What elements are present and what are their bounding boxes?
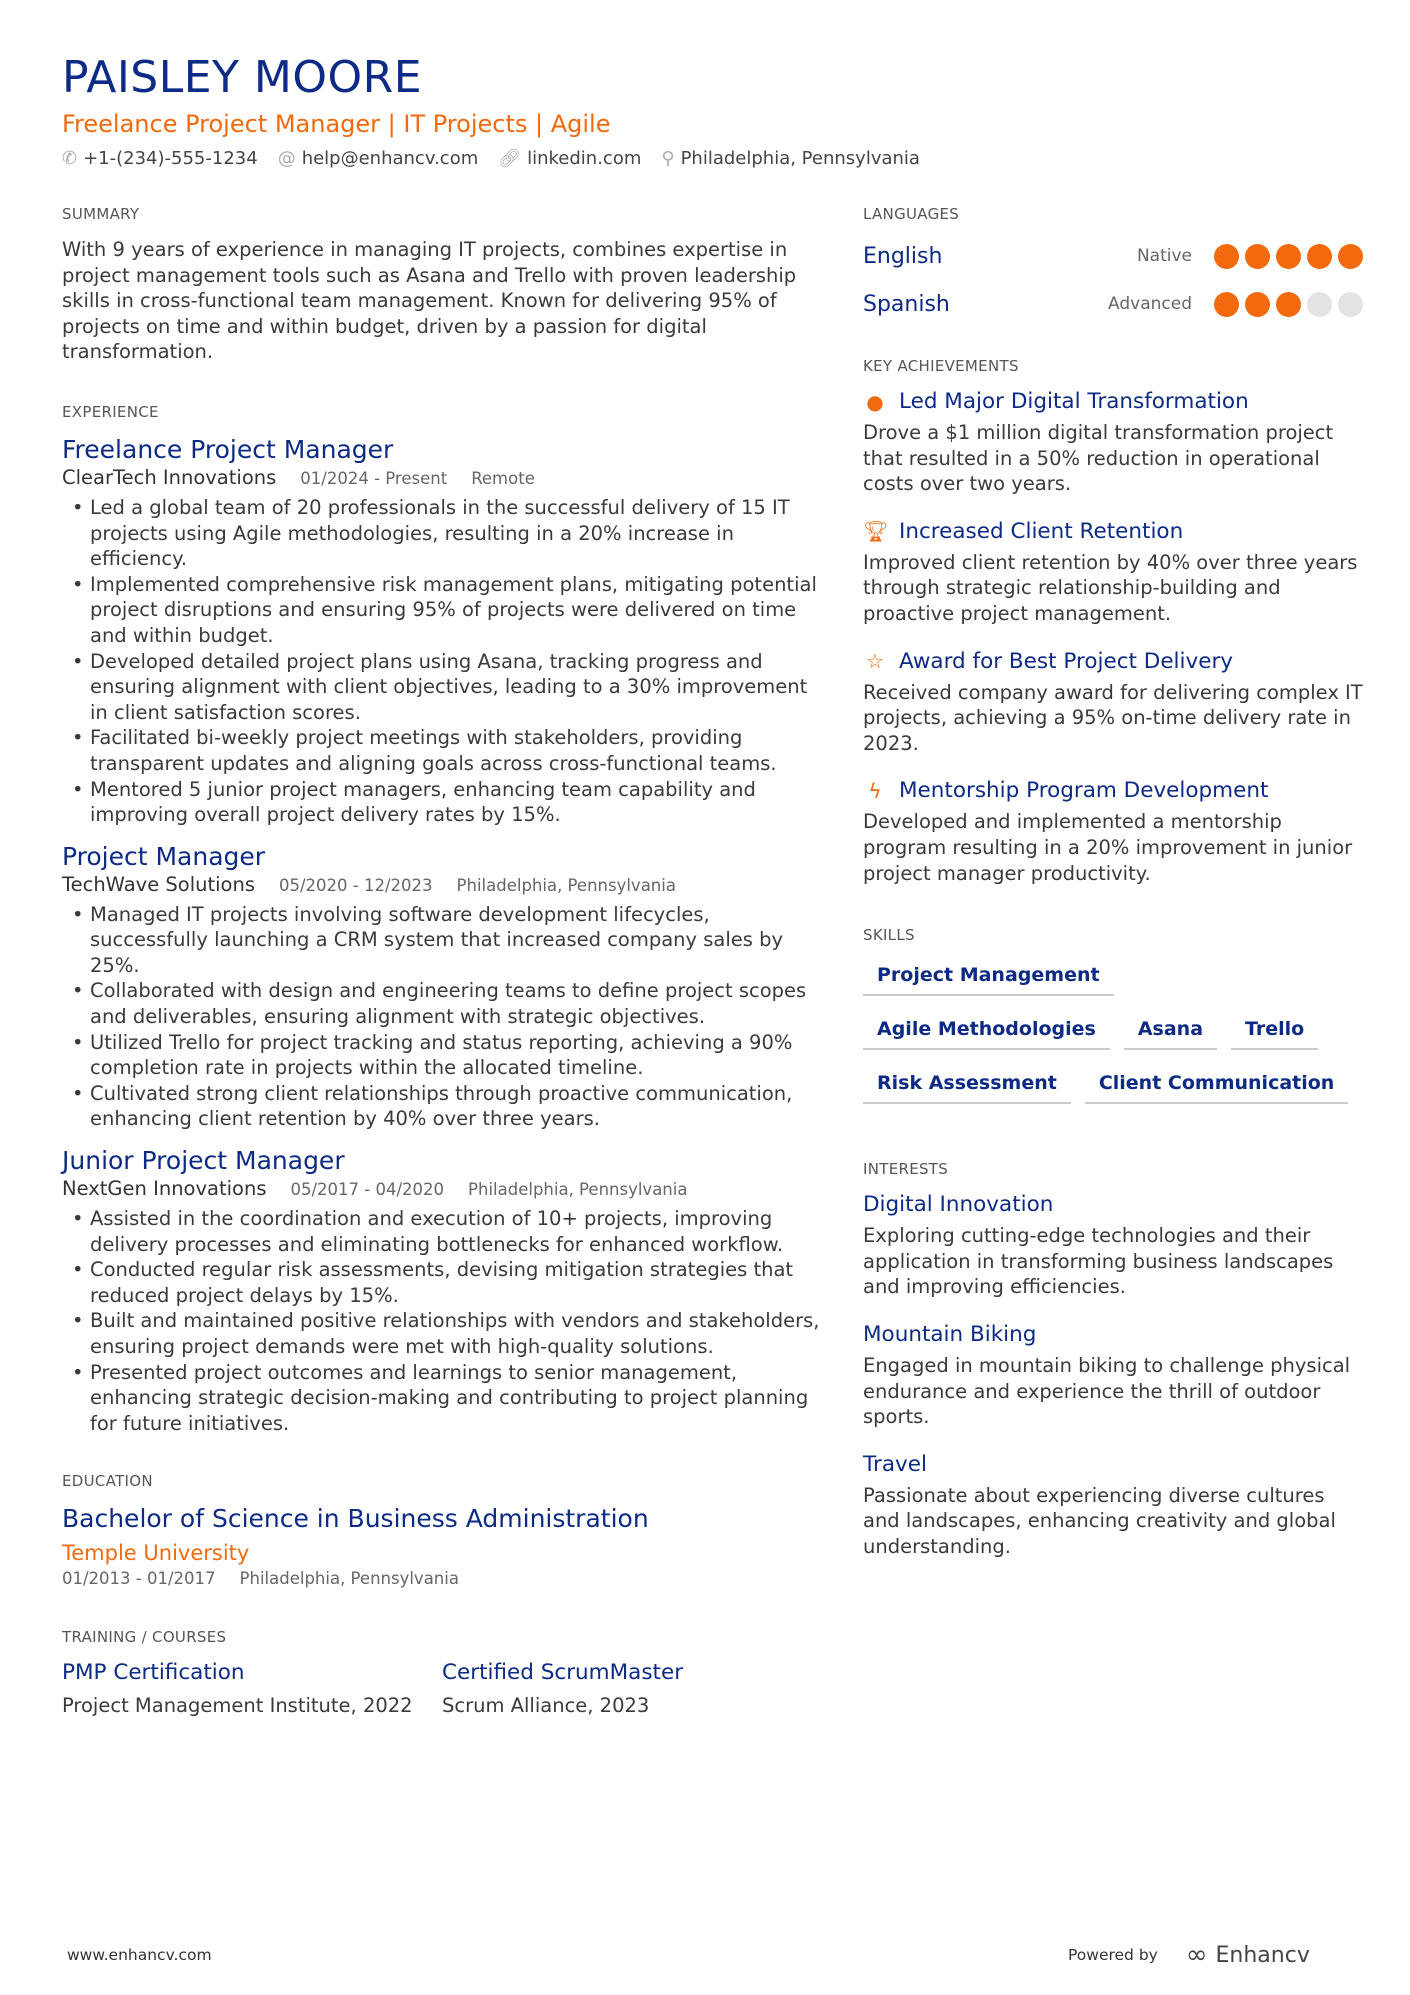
job-location: Philadelphia, Pennsylvania: [468, 1180, 688, 1200]
rating-dot: [1338, 244, 1363, 269]
contact-info: [62, 148, 920, 169]
training-item: [442, 1660, 822, 1719]
interest-text: Engaged in mountain biking to challenge physical endurance and experience the thrill of outdoor sports.: [863, 1353, 1351, 1429]
job-location: Philadelphia, Pennsylvania: [456, 875, 676, 895]
bullet: • Utilized Trello for project tracking and status reporting, achieving a 90% completion rate in projects within the allocated timeline.: [62, 1030, 822, 1081]
achievement-text: Improved client retention by 40% over three years through strategic relationship-building and proactive project management.: [863, 550, 1358, 625]
achievement-title-row: [863, 389, 1363, 414]
training-item: [62, 1660, 442, 1719]
training-detail: Project Management Institute, 2022: [62, 1694, 413, 1718]
trophy-icon: 🏆︎: [863, 519, 889, 544]
interest-title: Mountain Biking: [863, 1321, 1037, 1347]
at-icon: @: [277, 148, 296, 169]
bullet: • Built and maintained positive relationships with vendors and stakeholders, ensuring project demands were met with high-quality solutions.: [62, 1308, 822, 1359]
skill-tag: Asana: [1124, 1014, 1217, 1050]
rating-dot: [1307, 244, 1332, 269]
company: TechWave Solutions: [62, 872, 255, 896]
company: ClearTech Innovations: [62, 465, 277, 489]
interest-item: [863, 1192, 1363, 1300]
rating-dot: [1245, 292, 1270, 317]
star-icon: ☆: [866, 649, 884, 674]
achievement-text: Drove a $1 million digital transformation project that resulted in a 50% reduction in operational costs over two years.: [863, 421, 1334, 496]
lightning-icon: ϟ: [868, 778, 882, 803]
job-role: Freelance Project Manager: [62, 434, 394, 464]
link-icon: 🔗︎: [498, 148, 522, 169]
school: Temple University: [62, 1541, 250, 1566]
language-name: Spanish: [863, 291, 950, 317]
bullet: • Managed IT projects involving software development lifecycles, successfully launching a CRM system that increased company sales by 25%.: [62, 902, 822, 979]
footer-website[interactable]: www.enhancv.com: [67, 1946, 212, 1964]
job-dates: 05/2020 - 12/2023: [279, 875, 433, 895]
section-heading: EDUCATION: [62, 1472, 153, 1491]
section-heading: SUMMARY: [62, 205, 140, 223]
job-entry: [62, 842, 822, 1132]
achievement-item: [863, 389, 1363, 497]
rating-dot: [1276, 244, 1301, 269]
bullet: • Presented project outcomes and learnings to senior management, enhancing strategic decision-making and contributing to project planning for future initiatives.: [62, 1360, 822, 1437]
phone: +1-(234)-555-1234: [83, 148, 258, 169]
job-meta: [62, 873, 822, 896]
job-meta: [62, 466, 822, 489]
summary-text: With 9 years of experience in managing IT projects, combines expertise in project management tools such as Asana and Trello with proven leadership skills in cross-functional team management. Known for delivering 95% of projects on time and within budget, driven by a passion for digital transformation.: [62, 238, 797, 364]
section-heading: SKILLS: [863, 926, 915, 945]
email[interactable]: help@enhancv.com: [301, 148, 479, 169]
rating-dot: [1245, 244, 1270, 269]
job-dates: 05/2017 - 04/2020: [290, 1180, 445, 1200]
interest-title: Travel: [863, 1451, 927, 1477]
achievement-item: [863, 519, 1363, 627]
bullet: • Cultivated strong client relationships through proactive communication, enhancing client retention by 40% over three years.: [62, 1081, 822, 1132]
training-section: [62, 1628, 822, 1719]
bullet: • Implemented comprehensive risk management plans, mitigating potential project disruptions and ensuring 95% of projects were delivered on time and within budget.: [62, 572, 822, 649]
skill-tag: Project Management: [863, 960, 1114, 996]
bullet: • Mentored 5 junior project managers, enhancing team capability and improving overall project delivery rates by 15%.: [62, 777, 822, 828]
section-heading: TRAINING / COURSES: [62, 1628, 227, 1647]
location-icon: ⚲: [661, 148, 675, 169]
experience-section: [62, 403, 822, 1436]
bullet: • Assisted in the coordination and execution of 10+ projects, improving delivery processes and eliminating bottlenecks for enhanced workflow.: [62, 1206, 822, 1257]
training-title: PMP Certification: [62, 1660, 245, 1686]
languages-section: [863, 205, 1363, 323]
section-heading: KEY ACHIEVEMENTS: [863, 357, 1019, 375]
left-column: [62, 205, 822, 1749]
company: NextGen Innovations: [62, 1177, 267, 1201]
skill-tag: Client Communication: [1085, 1068, 1349, 1104]
achievement-item: [863, 778, 1363, 886]
section-heading: LANGUAGES: [863, 205, 960, 223]
education-section: [62, 1472, 822, 1588]
section-heading: EXPERIENCE: [62, 402, 159, 421]
skill-tag: Agile Methodologies: [863, 1014, 1110, 1050]
location: Philadelphia, Pennsylvania: [680, 148, 920, 169]
achievement-title-row: [863, 649, 1363, 674]
job-bullets: [62, 495, 822, 828]
interests-section: [863, 1160, 1363, 1559]
bullet: • Facilitated bi-weekly project meetings with stakeholders, providing transparent updates and aligning goals across cross-functional teams.: [62, 725, 822, 776]
job-dates: 01/2024 - Present: [300, 468, 448, 488]
achievement-title: Award for Best Project Delivery: [899, 648, 1234, 674]
achievements-section: [863, 357, 1363, 886]
interest-item: [863, 1452, 1363, 1560]
interest-item: [863, 1322, 1363, 1430]
language-name: English: [863, 243, 943, 269]
job-meta: [62, 1177, 822, 1200]
job-entry: [62, 435, 822, 828]
job-bullets: [62, 902, 822, 1132]
achievement-item: [863, 649, 1363, 757]
interest-title: Digital Innovation: [863, 1192, 1054, 1218]
achievement-title-row: [863, 519, 1363, 544]
achievement-title-row: [863, 778, 1363, 803]
footer-brand: [1068, 1940, 1310, 1970]
edu-dates: 01/2013 - 01/2017: [62, 1569, 216, 1589]
language-item: [863, 285, 1363, 323]
achievement-text: Received company award for delivering complex IT projects, achieving a 95% on-time delivery rate in 2023.: [863, 680, 1363, 755]
degree: Bachelor of Science in Business Administration: [62, 1504, 649, 1534]
job-bullets: [62, 1206, 822, 1436]
achievement-title: Mentorship Program Development: [899, 778, 1269, 804]
bullet: • Collaborated with design and engineering teams to define project scopes and deliverables, ensuring alignment with strategic objectives.: [62, 978, 822, 1029]
language-level: Native: [1136, 246, 1192, 266]
section-heading: INTERESTS: [863, 1160, 949, 1179]
bullet: • Conducted regular risk assessments, devising mitigation strategies that reduced project delays by 15%.: [62, 1257, 822, 1308]
job-role: Junior Project Manager: [62, 1146, 345, 1176]
enhancv-logo-icon: ∞: [1185, 1940, 1208, 1970]
rating-dot: [1307, 292, 1332, 317]
right-column: [863, 205, 1363, 1589]
phone-icon: ✆: [62, 148, 78, 169]
bullet: • Developed detailed project plans using Asana, tracking progress and ensuring alignment with client objectives, leading to a 30% improvement in client satisfaction scores.: [62, 649, 822, 726]
skill-tag: Risk Assessment: [863, 1068, 1071, 1104]
job-location: Remote: [471, 468, 535, 488]
candidate-name: PAISLEY MOORE: [62, 52, 423, 103]
achievement-text: Developed and implemented a mentorship program resulting in a 20% improvement in junior project manager productivity.: [863, 810, 1353, 885]
linkedin[interactable]: linkedin.com: [527, 148, 642, 169]
job-entry: [62, 1146, 822, 1436]
skill-tag: Trello: [1231, 1014, 1318, 1050]
bullet: • Led a global team of 20 professionals in the successful delivery of 15 IT projects using Agile methodologies, resulting in a 20% increase in efficiency.: [62, 495, 822, 572]
language-level: Advanced: [1108, 294, 1192, 314]
summary-section: [62, 205, 822, 365]
interest-text: Exploring cutting-edge technologies and their application in transforming business landscapes and improving efficiencies.: [863, 1224, 1334, 1299]
rating-dot: [1276, 292, 1301, 317]
language-item: [863, 237, 1363, 275]
interest-text: Passionate about experiencing diverse cultures and landscapes, enhancing creativity and global understanding.: [863, 1483, 1336, 1558]
achievement-title: Increased Client Retention: [899, 518, 1184, 544]
edu-location: Philadelphia, Pennsylvania: [239, 1569, 459, 1589]
candidate-title: Freelance Project Manager | IT Projects | Agile: [62, 110, 611, 138]
rating-dot: [1214, 292, 1239, 317]
skills-section: [863, 926, 1363, 1104]
achievement-title: Led Major Digital Transformation: [899, 389, 1249, 414]
lightbulb-head-icon: ●: [866, 389, 884, 414]
brand-name: Enhancv: [1215, 1942, 1310, 1968]
rating-dot: [1338, 292, 1363, 317]
powered-by: Powered by: [1068, 1946, 1158, 1964]
training-detail: Scrum Alliance, 2023: [442, 1694, 650, 1718]
rating-dot: [1214, 244, 1239, 269]
job-role: Project Manager: [62, 841, 266, 871]
training-title: Certified ScrumMaster: [442, 1660, 684, 1686]
